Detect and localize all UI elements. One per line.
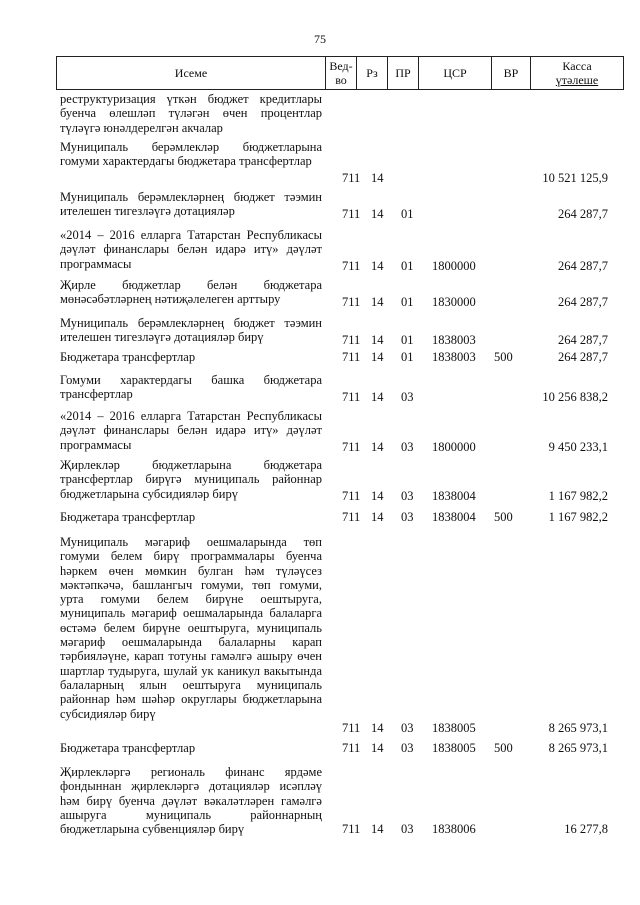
row-csr: 1838004 (432, 489, 476, 503)
row-ved: 711 (342, 350, 361, 364)
row-ved: 711 (342, 295, 361, 309)
table-row (56, 140, 624, 186)
row-kassa: 16 277,8 (564, 822, 608, 836)
row-kassa: 264 287,7 (558, 207, 608, 221)
row-pr: 03 (401, 440, 414, 454)
row-kassa: 264 287,7 (558, 259, 608, 273)
row-csr: 1800000 (432, 259, 476, 273)
row-csr: 1830000 (432, 295, 476, 309)
row-ved: 711 (342, 822, 361, 836)
header-rz: Рз (357, 57, 388, 89)
table-row (56, 316, 624, 348)
table-row (56, 765, 624, 839)
table-row (56, 510, 624, 528)
row-kassa: 264 287,7 (558, 295, 608, 309)
row-kassa: 9 450 233,1 (548, 440, 608, 454)
table-row (56, 458, 624, 504)
row-csr: 1838006 (432, 822, 476, 836)
row-pr: 01 (401, 259, 414, 273)
row-rz: 14 (371, 721, 384, 735)
table-row (56, 409, 624, 455)
row-pr: 03 (401, 721, 414, 735)
row-csr: 1800000 (432, 440, 476, 454)
row-rz: 14 (371, 489, 384, 503)
row-name: Бюджетара трансфертлар (60, 350, 196, 364)
row-name: «2014 – 2016 елларга Татарстан Республикасы дәүләт финанслары белән идарә итү» дәүләт программасы (60, 409, 322, 452)
row-kassa: 8 265 973,1 (548, 741, 608, 755)
row-pr: 03 (401, 741, 414, 755)
row-rz: 14 (371, 295, 384, 309)
table-row (56, 92, 624, 136)
row-ved: 711 (342, 510, 361, 524)
row-vr: 500 (494, 510, 513, 524)
row-csr: 1838005 (432, 721, 476, 735)
row-pr: 01 (401, 207, 414, 221)
row-pr: 03 (401, 822, 414, 836)
header-ved: Вед-во (326, 57, 357, 89)
row-kassa: 10 256 838,2 (542, 390, 608, 404)
table-row (56, 373, 624, 405)
row-name: Җирлекләргә региональ финанс ярдәме фондыннан җирлекләргә дотацияләр исәпләү һәм бирү буенча дәүләт вәкаләтләрен гамәлгә ашыруга муниципаль районнарның бюджетларына субвенцияләр бирү (60, 765, 322, 837)
row-vr: 500 (494, 350, 513, 364)
row-ved: 711 (342, 489, 361, 503)
row-rz: 14 (371, 440, 384, 454)
row-name: реструктуризация үткән бюджет кредитлары буенча өлешләп түләгән өчен процентлар түләүгә юнәлдерелгән акчалар (60, 92, 322, 135)
row-pr: 01 (401, 350, 414, 364)
row-name: Гомуми характердагы башка бюджетара трансфертлар (60, 373, 322, 402)
row-ved: 711 (342, 333, 361, 347)
row-rz: 14 (371, 207, 384, 221)
row-csr: 1838005 (432, 741, 476, 755)
row-rz: 14 (371, 171, 384, 185)
header-csr: ЦСР (419, 57, 492, 89)
row-ved: 711 (342, 390, 361, 404)
table-row (56, 278, 624, 310)
row-rz: 14 (371, 390, 384, 404)
header-kassa-top: Касса (562, 59, 592, 73)
row-kassa: 1 167 982,2 (548, 489, 608, 503)
table-row (56, 535, 624, 737)
row-ved: 711 (342, 207, 361, 221)
table-header (56, 56, 624, 90)
row-pr: 03 (401, 510, 414, 524)
row-csr: 1838003 (432, 333, 476, 347)
row-ved: 711 (342, 721, 361, 735)
row-pr: 01 (401, 333, 414, 347)
row-name: Җирле бюджетлар белән бюджетара мөнәсәбәтләрнең нәтиҗәлелеген арттыру (60, 278, 322, 307)
header-vr: ВР (492, 57, 531, 89)
row-kassa: 8 265 973,1 (548, 721, 608, 735)
row-name: Муниципаль берәмлекләр бюджетларына гомуми характердагы бюджетара трансфертлар (60, 140, 322, 169)
row-kassa: 264 287,7 (558, 333, 608, 347)
row-rz: 14 (371, 259, 384, 273)
row-ved: 711 (342, 259, 361, 273)
row-ved: 711 (342, 440, 361, 454)
row-name: Бюджетара трансфертлар (60, 510, 196, 524)
header-name: Исеме (57, 57, 326, 89)
table-row (56, 190, 624, 222)
row-csr: 1838004 (432, 510, 476, 524)
row-kassa: 10 521 125,9 (542, 171, 608, 185)
row-pr: 01 (401, 295, 414, 309)
row-name: Муниципаль берәмлекләрнең бюджет тәэмин ителешен тигезләүгә дотацияләр (60, 190, 322, 219)
row-rz: 14 (371, 741, 384, 755)
page-number: 75 (314, 32, 326, 46)
header-kassa-bottom: үтәлеше (555, 73, 599, 87)
header-kassa (531, 57, 623, 89)
row-name: Җирлекләр бюджетларына бюджетара трансфертлар бирүгә муниципаль районнар бюджетларына субсидияләр бирү (60, 458, 322, 501)
row-ved: 711 (342, 741, 361, 755)
row-pr: 03 (401, 489, 414, 503)
row-pr: 03 (401, 390, 414, 404)
table-row (56, 350, 624, 368)
row-name: Муниципаль берәмлекләрнең бюджет тәэмин ителешен тигезләүгә дотацияләр бирү (60, 316, 322, 345)
row-csr: 1838003 (432, 350, 476, 364)
row-ved: 711 (342, 171, 361, 185)
row-name: Муниципаль мәгариф оешмаларында төп гомуми белем бирү программалары буенча һәркем өчен мөмкин булган һәм түләүсез мәктәпкәчә, башлангыч гомуми, төп гомуми, урта гомуми белем бирүне оештыруга, муниципаль мәгариф оешмаларында балаларга өстәмә белем бирүне оештыруга, муниципаль мәгариф оешмаларында балаларны карап тәрбияләүне, карап тотуны гамәлгә ашыру өчен шартлар тудыруга, шулай ук каникул вакытында балаларның ялын оештыруга муниципаль районнар һәм шәһәр округлары бюджетларына субсидияләр бирү (60, 535, 322, 721)
row-rz: 14 (371, 350, 384, 364)
table-row (56, 741, 624, 759)
row-name: «2014 – 2016 елларга Татарстан Республикасы дәүләт финанслары белән идарә итү» дәүләт программасы (60, 228, 322, 271)
row-rz: 14 (371, 333, 384, 347)
row-kassa: 264 287,7 (558, 350, 608, 364)
row-rz: 14 (371, 510, 384, 524)
row-name: Бюджетара трансфертлар (60, 741, 196, 755)
table-row (56, 228, 624, 274)
row-vr: 500 (494, 741, 513, 755)
header-pr: ПР (388, 57, 419, 89)
row-kassa: 1 167 982,2 (548, 510, 608, 524)
row-rz: 14 (371, 822, 384, 836)
